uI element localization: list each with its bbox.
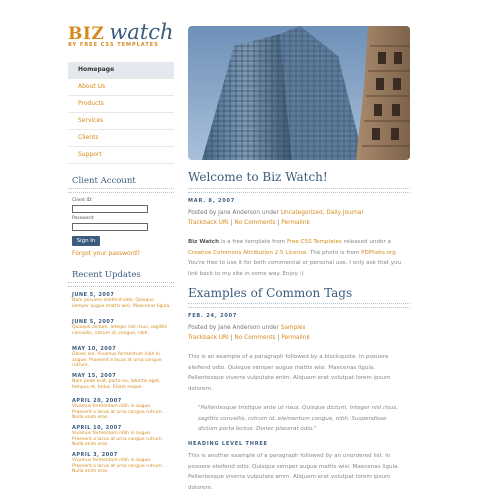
nav-item-clients[interactable]: Clients	[68, 130, 174, 147]
post-date: FEB. 24, 2007	[188, 313, 238, 319]
pdphoto-link[interactable]: PDPhoto.org	[361, 249, 396, 256]
body-text: released under a	[341, 239, 391, 245]
update-item[interactable]	[72, 319, 172, 336]
post-title[interactable]: Examples of Common Tags	[188, 286, 353, 300]
trackback-link[interactable]: Trackback URI	[188, 220, 229, 226]
blockquote: "Pellentesque tristique ante ut risus. Quisque dictum. Integer nisl risus, sagittis convallis, rutrum id, elementum congue, nibh. Suspendisse dictum porta lectus. Donec placerat odio."	[198, 405, 398, 432]
free-css-link[interactable]: Free CSS Templates	[286, 239, 342, 245]
post-paragraph: This is another example of a paragraph followed by an unordered list. In posuere eleifend odio. Quisque semper augue mattis wisi. Maecenas ligula. Pellentesque viverra vulputate enim. Aliquam erat volutpat lorem ipsum dolorem.	[188, 453, 400, 491]
update-text: Vivamus fermentum nibh in augue. Praesent a lacus at urna congue rutrum. Nulla enim eros.	[72, 404, 164, 420]
nav-item-about-us[interactable]: About Us	[68, 79, 174, 96]
nav-item-products[interactable]: Products	[68, 96, 174, 113]
license-link[interactable]: Creative Commons Attribution 2.5 License	[188, 249, 307, 256]
update-item[interactable]	[72, 425, 172, 448]
update-item[interactable]	[72, 398, 172, 421]
post-body	[188, 237, 410, 279]
post-divider	[188, 188, 410, 193]
body-text: . The photo is from	[306, 249, 362, 256]
comments-link[interactable]: No Comments	[234, 335, 276, 341]
post-paragraph: This is an example of a paragraph followed by a blockquote. In posuere eleifend odio. Quisque semper augue mattis wisi. Maecenas ligula. Pellentesque viverra vulputate enim. Aliquam erat volutpat lorem ipsum dolorem.	[188, 354, 391, 392]
posted-by: Posted by Jane Anderson under	[188, 210, 279, 216]
nav-item-support[interactable]: Support	[68, 147, 174, 164]
logo-tagline: BY FREE CSS TEMPLATES	[68, 42, 159, 48]
logo-watch: watch	[109, 20, 174, 44]
comments-link[interactable]: No Comments	[234, 220, 276, 226]
password-label: Password:	[72, 216, 95, 221]
post-meta: Posted by Jane Anderson under Samples Trackback URI | No Comments | Permalink	[188, 325, 310, 341]
post-categories[interactable]: Samples	[280, 325, 306, 331]
update-text: Nam pede erat, porta eu, lobortis eget, tempus et, tellus. Etiam neque.	[72, 379, 161, 390]
body-text: is a free template from	[219, 239, 287, 245]
post-categories[interactable]: Uncategorized, Daily Journal	[280, 210, 363, 216]
logo-biz: BIZ	[68, 24, 105, 44]
update-item[interactable]	[72, 373, 172, 390]
update-date: APRIL 10, 2007	[72, 425, 122, 431]
post-title[interactable]: Welcome to Biz Watch!	[188, 170, 328, 184]
hero-building-photo	[188, 26, 410, 160]
update-date: JUNE 5, 2007	[72, 292, 115, 298]
client-account-heading: Client Account	[72, 176, 136, 186]
recent-updates-divider	[68, 282, 174, 287]
update-date: MAY 10, 2007	[72, 346, 117, 352]
client-account-divider	[68, 188, 174, 193]
forgot-password-link[interactable]: Forgot your password?	[72, 250, 141, 257]
recent-updates-heading: Recent Updates	[72, 270, 141, 280]
update-text: Quisque dictum. Integer nisl risus, sagittis convallis, rutrum id, congue, nibh.	[72, 325, 167, 336]
site-logo[interactable]	[68, 20, 188, 48]
sign-in-button[interactable]: Sign In	[72, 236, 100, 246]
update-text: Nam posuere eleifend odio. Quisque semper augue mattis wisi. Maecenas ligula.	[72, 298, 171, 309]
update-text: Vivamus fermentum nibh in augue. Praesent a lacus at urna congue rutrum. Nulla enim eros.	[72, 458, 164, 474]
site-name: Biz Watch	[188, 239, 220, 245]
main-nav	[68, 62, 174, 164]
update-item[interactable]	[72, 292, 172, 309]
nav-item-homepage[interactable]: Homepage	[68, 62, 174, 79]
update-text: Donec leo. Vivamus fermentum nibh in augue. Praesent a lacus at urna congue rutrum.	[72, 352, 162, 368]
body-text: . You're free to use it for both commercial or personal use. I only ask that you link back to my site in some way. Enjoy :)	[188, 249, 402, 277]
update-text: Vivamus fermentum nibh in augue. Praesent a lacus at urna congue rutrum. Nulla enim eros.	[72, 431, 164, 447]
update-item[interactable]	[72, 346, 172, 369]
update-date: APRIL 20, 2007	[72, 398, 122, 404]
client-id-label: Client ID:	[72, 198, 93, 203]
post-date: MAR. 8, 2007	[188, 198, 236, 204]
permalink-link[interactable]: Permalink	[281, 335, 310, 341]
update-date: JUNE 5, 2007	[72, 319, 115, 325]
trackback-link[interactable]: Trackback URI	[188, 335, 229, 341]
post-meta: Posted by Jane Anderson under Uncategorized, Daily Journal Trackback URI | No Comments | Permalink	[188, 210, 363, 226]
password-input[interactable]	[72, 223, 148, 231]
update-item[interactable]	[72, 452, 172, 475]
update-date: MAY 15, 2007	[72, 373, 117, 379]
permalink-link[interactable]: Permalink	[281, 220, 310, 226]
post-divider	[188, 303, 410, 308]
nav-item-services[interactable]: Services	[68, 113, 174, 130]
update-date: APRIL 3, 2007	[72, 452, 118, 458]
posted-by: Posted by Jane Anderson under	[188, 325, 279, 331]
heading-level-three: HEADING LEVEL THREE	[188, 441, 268, 447]
client-id-input[interactable]	[72, 205, 148, 213]
